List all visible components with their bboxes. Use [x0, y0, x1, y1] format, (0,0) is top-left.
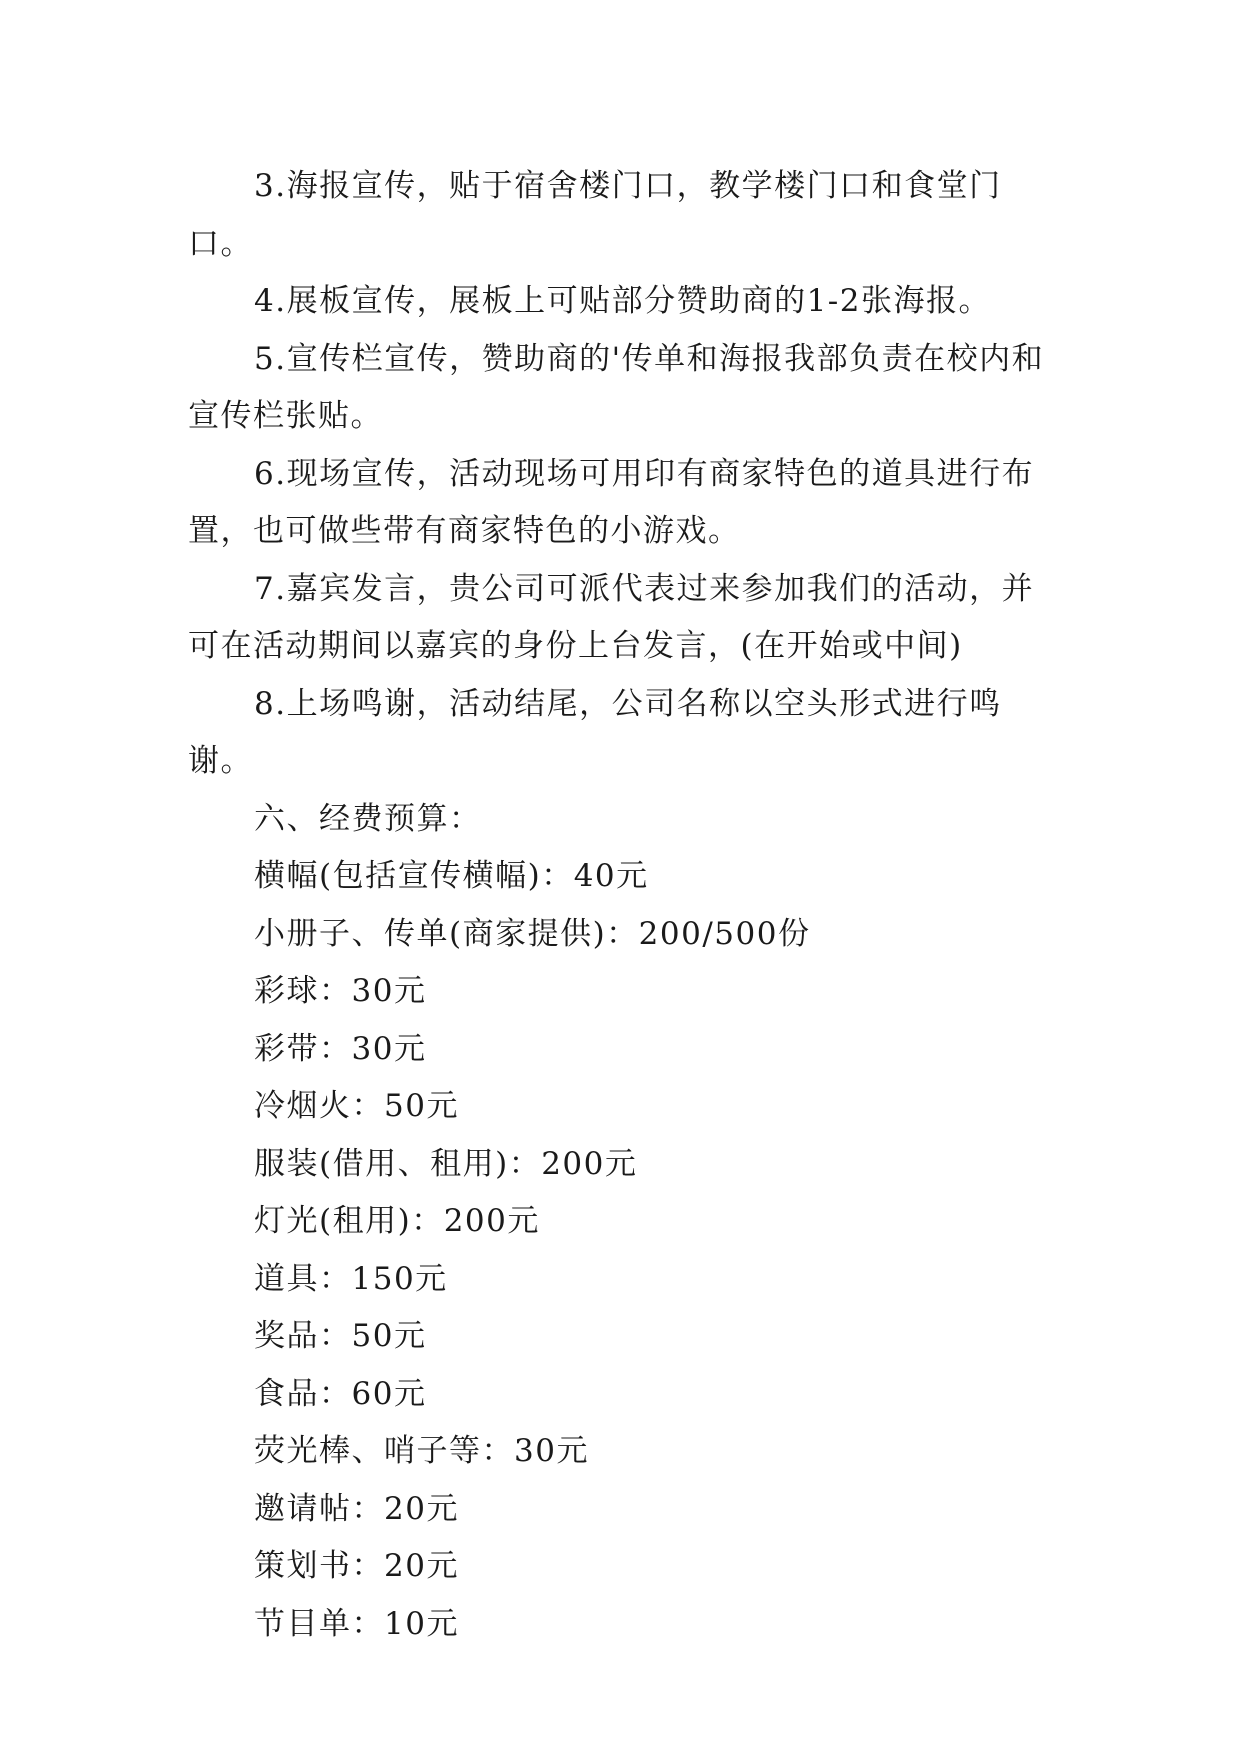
budget-item: 冷烟火：50元 — [254, 1088, 459, 1124]
budget-item: 彩球：30元 — [254, 973, 427, 1009]
budget-item: 邀请帖：20元 — [254, 1490, 459, 1527]
budget-item: 食品：60元 — [254, 1375, 427, 1412]
budget-heading: 六、经费预算： — [254, 800, 482, 837]
paragraph-bulletin-board: 5.宣传栏宣传，赞助商的'传单和海报我部负责在校内和宣传栏张贴。 — [188, 340, 1045, 434]
budget-item: 灯光(租用)：200元 — [254, 1203, 540, 1239]
budget-item: 彩带：30元 — [254, 1030, 427, 1067]
paragraph-poster: 3.海报宣传，贴于宿舍楼门口，教学楼门口和食堂门口。 — [188, 168, 1002, 262]
budget-item: 道具：150元 — [254, 1260, 448, 1297]
budget-item: 小册子、传单(商家提供)：200/500份 — [254, 915, 811, 952]
paragraph-guest-speech: 7.嘉宾发言，贵公司可派代表过来参加我们的活动，并可在活动期间以嘉宾的身份上台发言，(在开始或中间) — [188, 570, 1035, 664]
budget-item: 节目单：10元 — [254, 1605, 459, 1642]
budget-item: 奖品：50元 — [254, 1318, 427, 1354]
paragraph-acknowledgement: 8.上场鸣谢，活动结尾，公司名称以空头形式进行鸣谢。 — [188, 685, 1002, 779]
document-body — [188, 158, 1058, 1653]
budget-item: 横幅(包括宣传横幅)：40元 — [254, 858, 649, 894]
paragraph-onsite-promotion: 6.现场宣传，活动现场可用印有商家特色的道具进行布置，也可做些带有商家特色的小游戏。 — [188, 455, 1035, 549]
paragraph-display-board: 4.展板宣传，展板上可贴部分赞助商的1-2张海报。 — [254, 283, 991, 319]
budget-item: 荧光棒、哨子等：30元 — [254, 1433, 589, 1469]
budget-item: 策划书：20元 — [254, 1548, 459, 1584]
budget-item: 服装(借用、租用)：200元 — [254, 1145, 638, 1182]
